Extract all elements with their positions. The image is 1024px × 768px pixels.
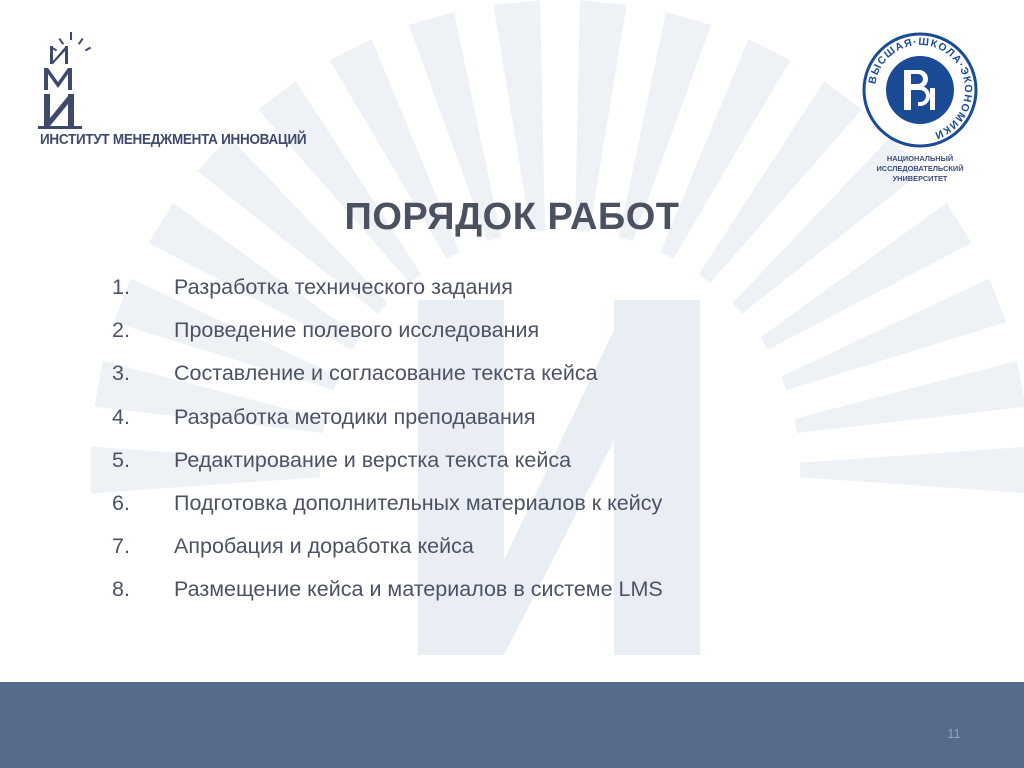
page-number: 11: [947, 726, 961, 741]
watermark-ray: [800, 447, 1024, 494]
page-title: ПОРЯДОК РАБОТ: [344, 196, 680, 238]
step-number: 1.: [112, 275, 130, 300]
step-text: Редактирование и верстка текста кейса: [174, 447, 572, 472]
hse-caption-line2: УНИВЕРСИТЕТ: [892, 174, 948, 183]
list-item: [112, 266, 663, 309]
step-text: Апробация и доработка кейса: [174, 534, 474, 559]
list-item: [112, 309, 663, 352]
steps-list: [112, 266, 663, 612]
step-number: 4.: [112, 404, 130, 429]
imi-logo-icon: [38, 30, 118, 130]
step-number: 2.: [112, 318, 130, 343]
list-item: [112, 568, 663, 611]
step-number: 8.: [112, 577, 130, 602]
imi-logo: [38, 30, 338, 160]
step-text: Разработка методики преподавания: [174, 404, 536, 429]
hse-logo: [850, 30, 990, 183]
step-number: 7.: [112, 534, 130, 559]
list-item: [112, 525, 663, 568]
list-item: [112, 482, 663, 525]
list-item: [112, 352, 663, 395]
step-number: 3.: [112, 361, 130, 386]
hse-caption-line1: НАЦИОНАЛЬНЫЙ ИССЛЕДОВАТЕЛЬСКИЙ: [876, 154, 964, 173]
hse-ring-text: ВЫСШАЯ·ШКОЛА·ЭКОНОМИКИ: [866, 35, 975, 142]
hse-logo-icon: [850, 30, 990, 150]
step-text: Проведение полевого исследования: [174, 318, 540, 343]
list-item: [112, 396, 663, 439]
list-item: [112, 439, 663, 482]
step-number: 5.: [112, 447, 130, 472]
hse-logo-caption: [850, 154, 990, 184]
step-number: 6.: [112, 491, 130, 516]
step-text: Подготовка дополнительных материалов к кейсу: [174, 491, 663, 516]
step-text: Разработка технического задания: [174, 275, 513, 300]
footer-bar: [0, 682, 1024, 768]
step-text: Составление и согласование текста кейса: [174, 361, 598, 386]
imi-logo-caption: ИНСТИТУТ МЕНЕДЖМЕНТА ИННОВАЦИЙ: [40, 132, 307, 148]
step-text: Размещение кейса и материалов в системе LMS: [174, 577, 663, 602]
